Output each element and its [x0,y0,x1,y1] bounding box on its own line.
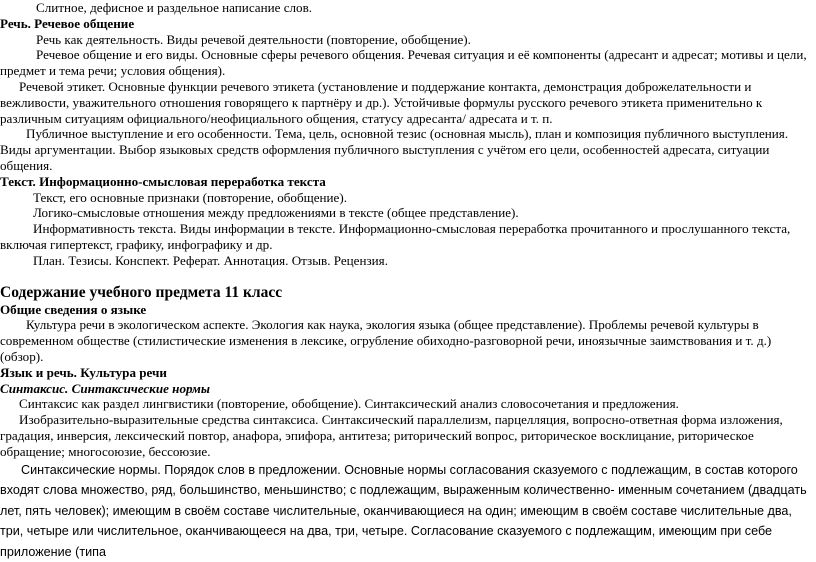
paragraph-syntax-expressive-means: Изобразительно-выразительные средства синтаксиса. Синтаксический параллелизм, парцелляция, вопросно-ответная форма изложения, градация, инверсия, лексический повтор, анафора, эпифора, антитеза; риторический вопрос, риторическое восклицание, риторическое обращение; многосоюзие, бессоюзие. [0,412,783,459]
paragraph-plan-theses: План. Тезисы. Конспект. Реферат. Аннотация. Отзыв. Рецензия. [33,252,388,268]
heading-speech-communication: Речь. Речевое общение [0,15,135,31]
paragraph-speech-culture-ecology: Культура речи в экологическом аспекте. Экология как наука, экология языка (общее представление). Проблемы речевой культуры в современном обществе (стилистические изменения в лексике, огрубление обиходно-разговорной речи, иноязычные заимствования и т. д.) (обзор). [0,317,772,364]
heading-grade-11-content: Содержание учебного предмета 11 класс [0,283,283,301]
paragraph-public-speaking: Публичное выступление и его особенности. Тема, цель, основной тезис (основная мысль), план и композиция публичного выступления. Виды аргументации. Выбор языковых средств оформления публичного выступления с учётом его цели, особенностей адресата, ситуации общения. [0,126,789,173]
paragraph-syntax-norms-word-order: Синтаксические нормы. Порядок слов в предложении. Основные нормы согласования сказуемого с подлежащим, в состав которого входят слова множество, ряд, большинство, меньшинство; с подлежащим, выраженным количественно- именным сочетанием (двадцать лет, пять человек); имеющим в своём составе числительные, оканчивающиеся на один; имеющим в своём составе числительные два, три, четыре или числительное, оканчивающееся на два, три, четыре. Согласование сказуемого с подлежащим, имеющим при себе приложение (типа [0,462,807,559]
paragraph-speech-activity: Речь как деятельность. Виды речевой деятельности (повторение, обобщение). [36,31,471,47]
paragraph-informativity: Информативность текста. Виды информации в тексте. Информационно-смысловая переработка прочитанного и прослушанного текста, включая гипертекст, графику, инфографику и др. [0,221,791,252]
section-gap [0,269,812,284]
paragraph-text-features: Текст, его основные признаки (повторение, обобщение). [33,189,347,205]
heading-syntax-norms: Синтаксис. Синтаксические нормы [0,380,210,396]
paragraph-logical-relations: Логико-смысловые отношения между предложениями в тексте (общее представление). [33,205,519,221]
paragraph-spelling: Слитное, дефисное и раздельное написание слов. [36,0,313,15]
paragraph-speech-communication-types: Речевое общение и его виды. Основные сферы речевого общения. Речевая ситуация и её компоненты (адресант и адресат; мотивы и цели, предмет и тема речи; условия общения). [0,47,807,79]
paragraph-speech-etiquette: Речевой этикет. Основные функции речевого этикета (установление и поддержание контакта, демонстрация доброжелательности и вежливости, уважительного отношения говорящего к партнёру и др.). Устойчивые формулы русского речевого этикета применительно к различным ситуациям официального/неофициального общения, статусу адресанта/ адресата и т. п. [0,78,763,126]
heading-general-language-info: Общие сведения о языке [0,301,147,317]
heading-text-processing: Текст. Информационно-смысловая переработка текста [0,173,326,189]
heading-language-and-speech: Язык и речь. Культура речи [0,364,167,380]
paragraph-syntax-linguistics: Синтаксис как раздел лингвистики (повторение, обобщение). Синтаксический анализ словосочетания и предложения. [19,396,679,412]
